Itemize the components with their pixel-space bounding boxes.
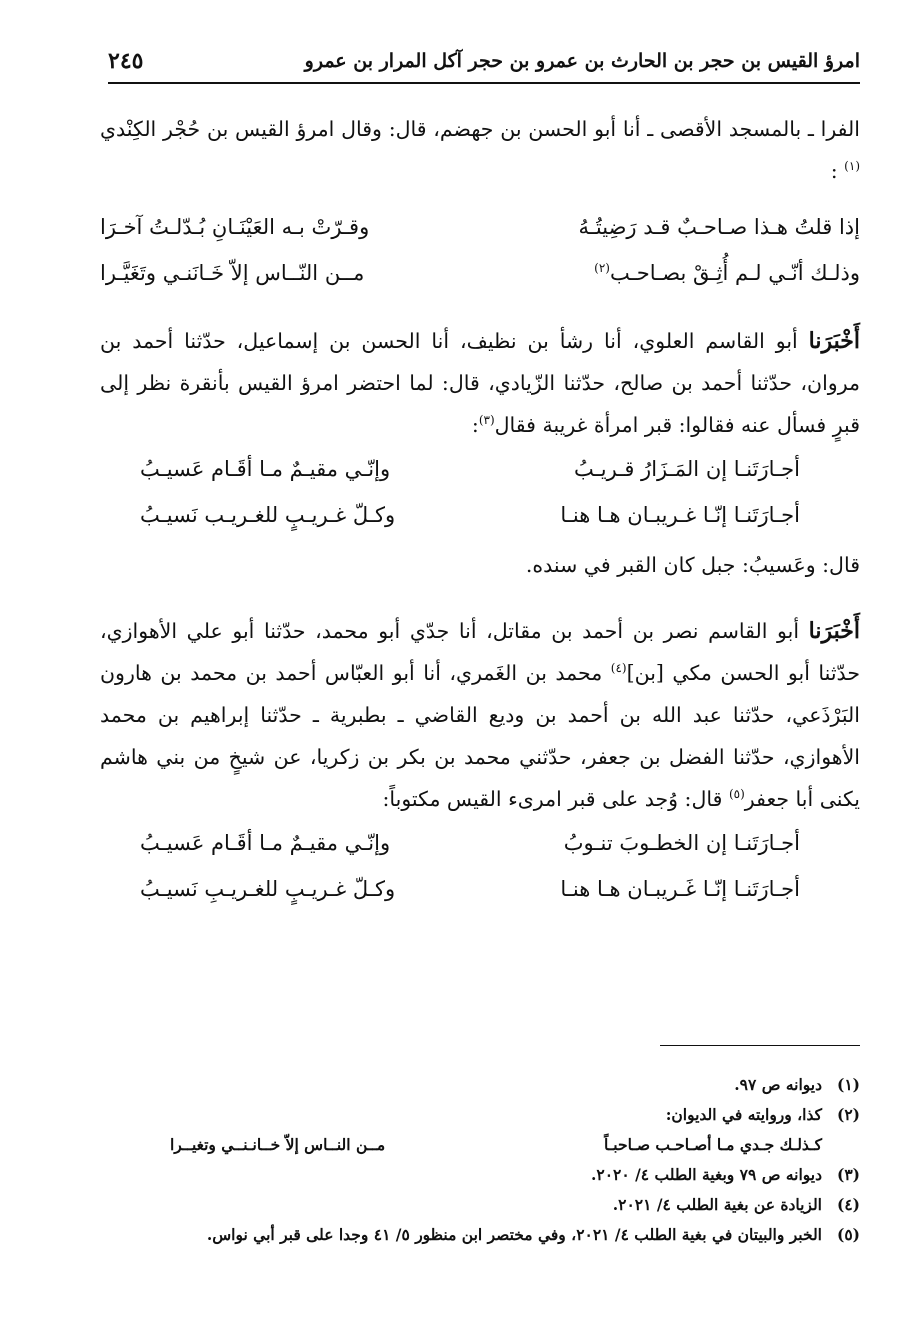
report-2-paragraph [100,610,860,820]
footnote-ref-5[interactable]: (٥) [728,787,745,802]
poem-3 [100,820,860,912]
report-1-paragraph [100,320,860,446]
hemistich-first: إذا قلتُ هـذا صـاحـبٌ قـد رَضِيتُـهُ [578,215,860,239]
footnote-text: الزيادة عن بغية الطلب ٤/ ٢٠٢١. [612,1195,822,1214]
header-rule [108,82,860,84]
footnotes [110,1070,860,1250]
report-2-text-c: قال: وُجد على قبر امرىء القيس مكتوباً: [382,787,729,811]
footnote-text: الخبر والبيتان في بغية الطلب ٤/ ٢٠٢١، وفي مختصر ابن منظور ٥/ ٤١ وجدا على قبر أبي نواس. [206,1225,822,1244]
hemistich-first [495,250,860,296]
hemistich-first: أجـارَتَنـا إن الخطـوبَ تنـوبُ [563,831,800,855]
footnote-ref-3[interactable]: (٣) [478,413,495,428]
hemistich-first: أجـارَتَنـا إنّـا غَـريبـان هـا هنـا [560,877,800,901]
footnote-verse-second: مــن النــاس إلاّ خــانـنــي وتغيــرا [170,1135,386,1154]
report-lead-word: أَخْبَرَنا [808,618,860,644]
hemistich-second: وكـلّ غـريـبٍ للغـريـبِ نَسيـبُ [140,877,396,901]
footnote-number: (٢) [836,1105,860,1124]
intro-text: الفرا ـ بالمسجد الأقصى ـ أنا أبو الحسن بن جهضم، قال: وقال امرؤ القيس بن حُجْر الكِنْدي [100,117,860,141]
hemistich-second: وقـرّتْ بـه العَيْنَـانِ بُـدّلـتُ آخـرَا [100,215,370,239]
poem-2-line-2 [140,492,800,538]
hemistich-text: وذلـك أنّـي لـم أُثِـقْ بصـاحـب [609,261,860,285]
gloss-line: قال: وعَسيبُ: جبل كان القبر في سنده. [525,553,860,577]
poem-3-line-2 [140,866,800,912]
hemistich-second: وإنّـي مقيـمٌ مـا أقَـام عَسيـبُ [140,457,391,481]
page-body [100,108,860,912]
poem-2 [100,446,860,538]
footnote-text: كذا، وروايته في الديوان: [665,1105,822,1124]
hemistich-second: وإنّـي مقيـمٌ مـا أقَـام عَسيـبُ [140,831,391,855]
footnote-text: ديوانه ص ٩٧. [734,1075,822,1094]
page-number: ٢٤٥ [108,48,144,74]
hemistich-first: أجـارَتَنـا إن المَـزَارُ قـريـبُ [573,457,800,481]
poem-1 [100,204,860,296]
report-2-text-a: أبو القاسم نصر بن أحمد بن مقاتل، أنا جدّي أبو محمد، حدّثنا أبو علي الأهوازي، حدّثنا أبو الحسن مكي [بن] [100,619,860,685]
footnote-verse-first: كـذلـك جـدي مـا أصـاحـب صـاحبـاً [604,1135,822,1154]
footnote-number: (٥) [836,1225,860,1244]
report-lead-word: أَخْبَرَنا [808,328,860,354]
footnote-ref-4[interactable]: (٤) [610,661,627,676]
footnote-text: ديوانه ص ٧٩ وبغية الطلب ٤/ ٢٠٢٠. [590,1165,822,1184]
hemistich-second: وكـلّ غـريـبٍ للغـريـب نَسيـبُ [140,503,396,527]
hemistich-second: مــن النّــاس إلاّ خَـانَنـي وتَغَيَّـرا [100,261,365,285]
intro-paragraph [100,108,860,192]
footnote-1 [110,1070,860,1100]
footnote-3 [110,1160,860,1190]
running-title: امرؤ القيس بن حجر بن الحارث بن عمرو بن حجر آكل المرار بن عمرو [304,50,860,72]
footnote-4 [110,1190,860,1220]
hemistich-first: أجـارَتَنـا إنّـا غـريبـان هـا هنـا [560,503,800,527]
poem-1-line-2 [100,250,860,296]
report-1-text: أبو القاسم العلوي، أنا رشأ بن نظيف، أنا الحسن بن إسماعيل، حدّثنا أحمد بن مروان، حدّثنا أحمد بن صالح، حدّثنا الزّيادي، قال: لما احتضر امرؤ القيس بأنقرة نظر إلى قبرٍ فسأل عنه فقالوا: قبر امرأة غريبة فقال [100,329,860,437]
report-1-tail: : [471,413,479,437]
footnote-5 [110,1220,860,1250]
running-header [108,44,860,84]
footnote-rule [660,1045,860,1046]
footnote-2-verse [110,1130,860,1160]
footnote-number: (١) [836,1075,860,1094]
footnote-number: (٤) [836,1195,860,1214]
poem-1-line-1 [100,204,860,250]
poem-2-line-1 [140,446,800,492]
footnote-ref-2[interactable]: (٢) [594,261,610,275]
intro-tail: : [830,159,845,183]
footnote-number: (٣) [836,1165,860,1184]
footnote-2 [110,1100,860,1130]
poem-3-line-1 [140,820,800,866]
report-2-text-b: محمد بن الغَمري، أنا أبو العبّاس أحمد بن محمد بن هارون البَرْذَعي، حدّثنا عبد الله بن أحمد بن وديع القاضي ـ بطبرية ـ حدّثنا إبراهيم بن محمد الأهوازي، حدّثنا الفضل بن جعفر، حدّثني محمد بن بكر بن زكريا، عن شيخٍ من بني هاشم يكنى أبا جعفر [100,661,860,811]
footnote-ref-1[interactable]: (١) [844,159,860,174]
